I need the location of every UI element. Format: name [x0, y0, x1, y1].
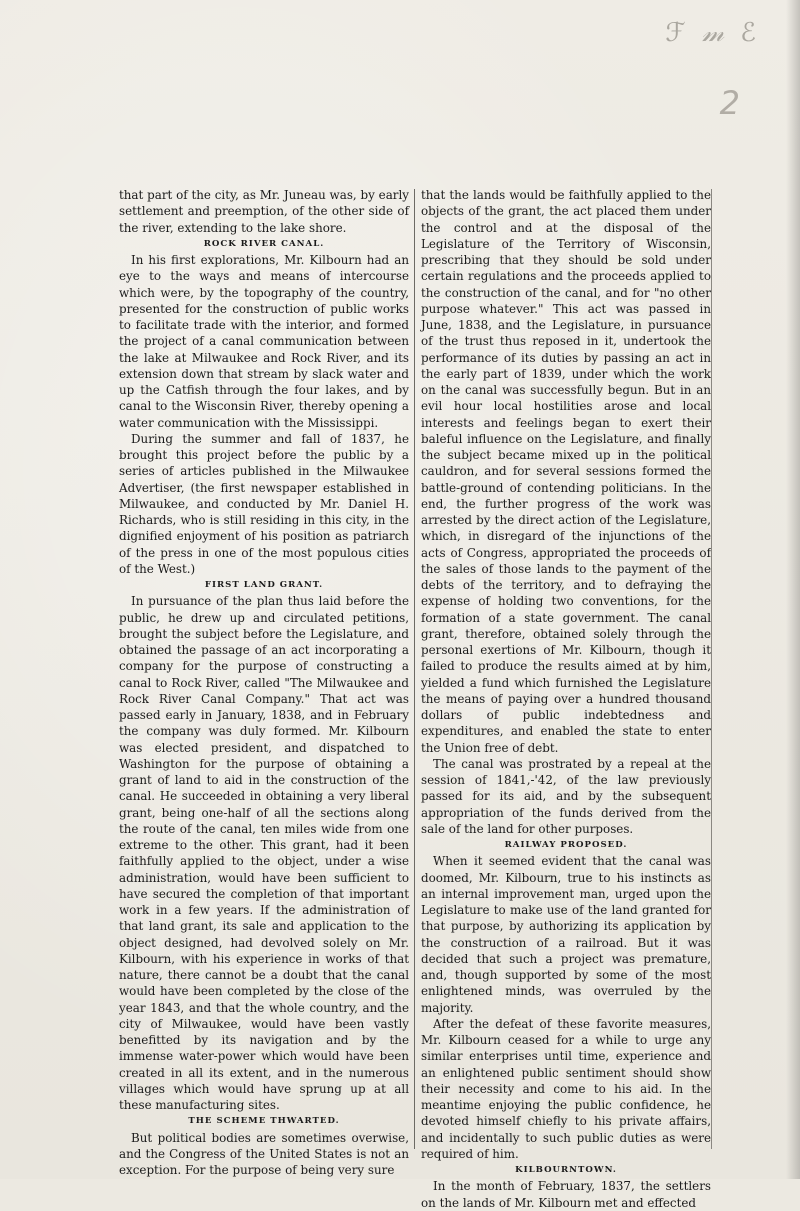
paragraph: After the defeat of these favorite measures, Mr. Kilbourn ceased for a while to urge any similar enterprises until time, experience and an enlightened public sentiment should show their necessity and come to his aid. In the meantime enjoying the public confidence, he devoted himself chiefly to his private affairs, and incidentally to such public duties as were required of him.: [421, 1016, 711, 1161]
clipping-right-edge: [711, 189, 712, 1149]
section-heading: KILBOURNTOWN.: [515, 1165, 617, 1175]
paragraph: that part of the city, as Mr. Juneau was, by early settlement and preemption, of the other side of the river, extending to the lake shore.: [119, 188, 409, 235]
paragraph: During the summer and fall of 1837, he brought this project before the public by a series of articles published in the Milwaukee Advertiser, (the first newspaper established in Milwaukee, and conducted by Mr. Daniel H. Richards, who is still residing in this city, in the dignified enjoyment of his position as patriarch of the press in one of the most populous cities of the West.): [119, 431, 409, 576]
section-heading: RAILWAY PROPOSED.: [504, 840, 628, 850]
paragraph: that the lands would be faithfully applied to the objects of the grant, the act placed them under the control and at the disposal of the Legislature of the Territory of Wisconsin, prescribing that they should be sold under certain regulations and the proceeds applied to the construction of the canal, and for "no other purpose whatever." This act was passed in June, 1838, and the Legislature, in pursuance of the trust thus reposed in it, undertook the performance of its duties by passing an act in the early part of 1839, under which the work on the canal was successfully begun. But in an evil hour local hostilities arose and local interests and feelings began to exert their baleful influence on the Legislature, and finally the subject became mixed up in the political cauldron, and for several sessions formed the battle-ground of contending politicians. In the end, the further progress of the work was arrested by the direct action of the Legislature, which, in disregard of the injunctions of the acts of Congress, appropriated the proceeds of the sales of those lands to the payment of the debts of the territory, and to defraying the expense of holding two conventions, for the formation of a state government. The canal grant, therefore, obtained solely through the personal exertions of Mr. Kilbourn, though it failed to produce the results aimed at by him, yielded a fund which furnished the Legislature the means of paying over a hundred thousand dollars of public indebtedness and expenditures, and enabled the state to enter the Union free of debt.: [421, 188, 711, 755]
right-column: [421, 187, 711, 1210]
section-heading: ROCK RIVER CANAL.: [203, 238, 325, 249]
left-column: [119, 187, 409, 1177]
newspaper-clipping: [117, 187, 713, 1210]
paragraph: In pursuance of the plan thus laid before the public, he drew up and circulated petitions, brought the subject before the Legislature, and obtained the passage of an act incorporating a company for the purpose of constructing a canal to Rock River, called "The Milwaukee and Rock River Canal Company." That act was passed early in January, 1838, and in February the company was duly formed. Mr. Kilbourn was elected president, and dispatched to Washington for the purpose of obtaining a grant of land to aid in the construction of the canal. He succeeded in obtaining a very liberal grant, being one-half of all the sections along the route of the canal, ten miles wide from one extreme to the other. This grant, had it been faithfully applied to the object, under a wise administration, would have been sufficient to have secured the completion of that important work in a few years. If the administration of that land grant, its sale and application to the object designed, had devolved solely on Mr. Kilbourn, with his experience in works of that nature, there cannot be a doubt that the canal would have been completed by the close of the year 1843, and that the whole country, and the city of Milwaukee, would have been vastly benefitted by its navigation and by the immense water-power which would have been created in all its extent, and in the numerous villages which would have sprung up at all these manufacturing sites.: [119, 594, 409, 1112]
paragraph: When it seemed evident that the canal was doomed, Mr. Kilbourn, true to his instincts as an internal improvement man, urged upon the Legislature to make use of the land granted for that purpose, by authorizing its application by the construction of a railroad. But it was decided that such a project was premature, and, though supported by some of the most enlightened minds, was overruled by the majority.: [421, 854, 711, 1015]
paragraph: In the month of February, 1837, the settlers on the lands of Mr. Kilbourn met and effected: [421, 1179, 711, 1210]
paragraph: But political bodies are sometimes overwise, and the Congress of the United States is not an exception. For the purpose of being very sure: [119, 1130, 409, 1177]
paragraph: In his first explorations, Mr. Kilbourn had an eye to the ways and means of intercourse which were, by the topography of the country, presented for the construction of public works to facilitate trade with the interior, and formed the project of a canal communication between the lake at Milwaukee and Rock River, and its extension down that stream by slack water and up the Catfish through the four lakes, and by canal to the Wisconsin River, thereby opening a water communication with the Mississippi.: [119, 253, 409, 430]
column-divider: [414, 189, 415, 1149]
page-edge-shadow: [786, 0, 800, 1179]
pencil-page-number: 2: [719, 84, 740, 122]
pencil-annotation: ℱ 𝓂 ℰ: [665, 18, 760, 48]
section-heading: THE SCHEME THWARTED.: [188, 1116, 340, 1127]
paragraph: The canal was prostrated by a repeal at the session of 1841,-'42, of the law previously passed for its aid, and by the subsequent appropriation of the funds derived from the sale of the land for other purposes.: [421, 756, 711, 836]
section-heading: FIRST LAND GRANT.: [204, 580, 324, 590]
